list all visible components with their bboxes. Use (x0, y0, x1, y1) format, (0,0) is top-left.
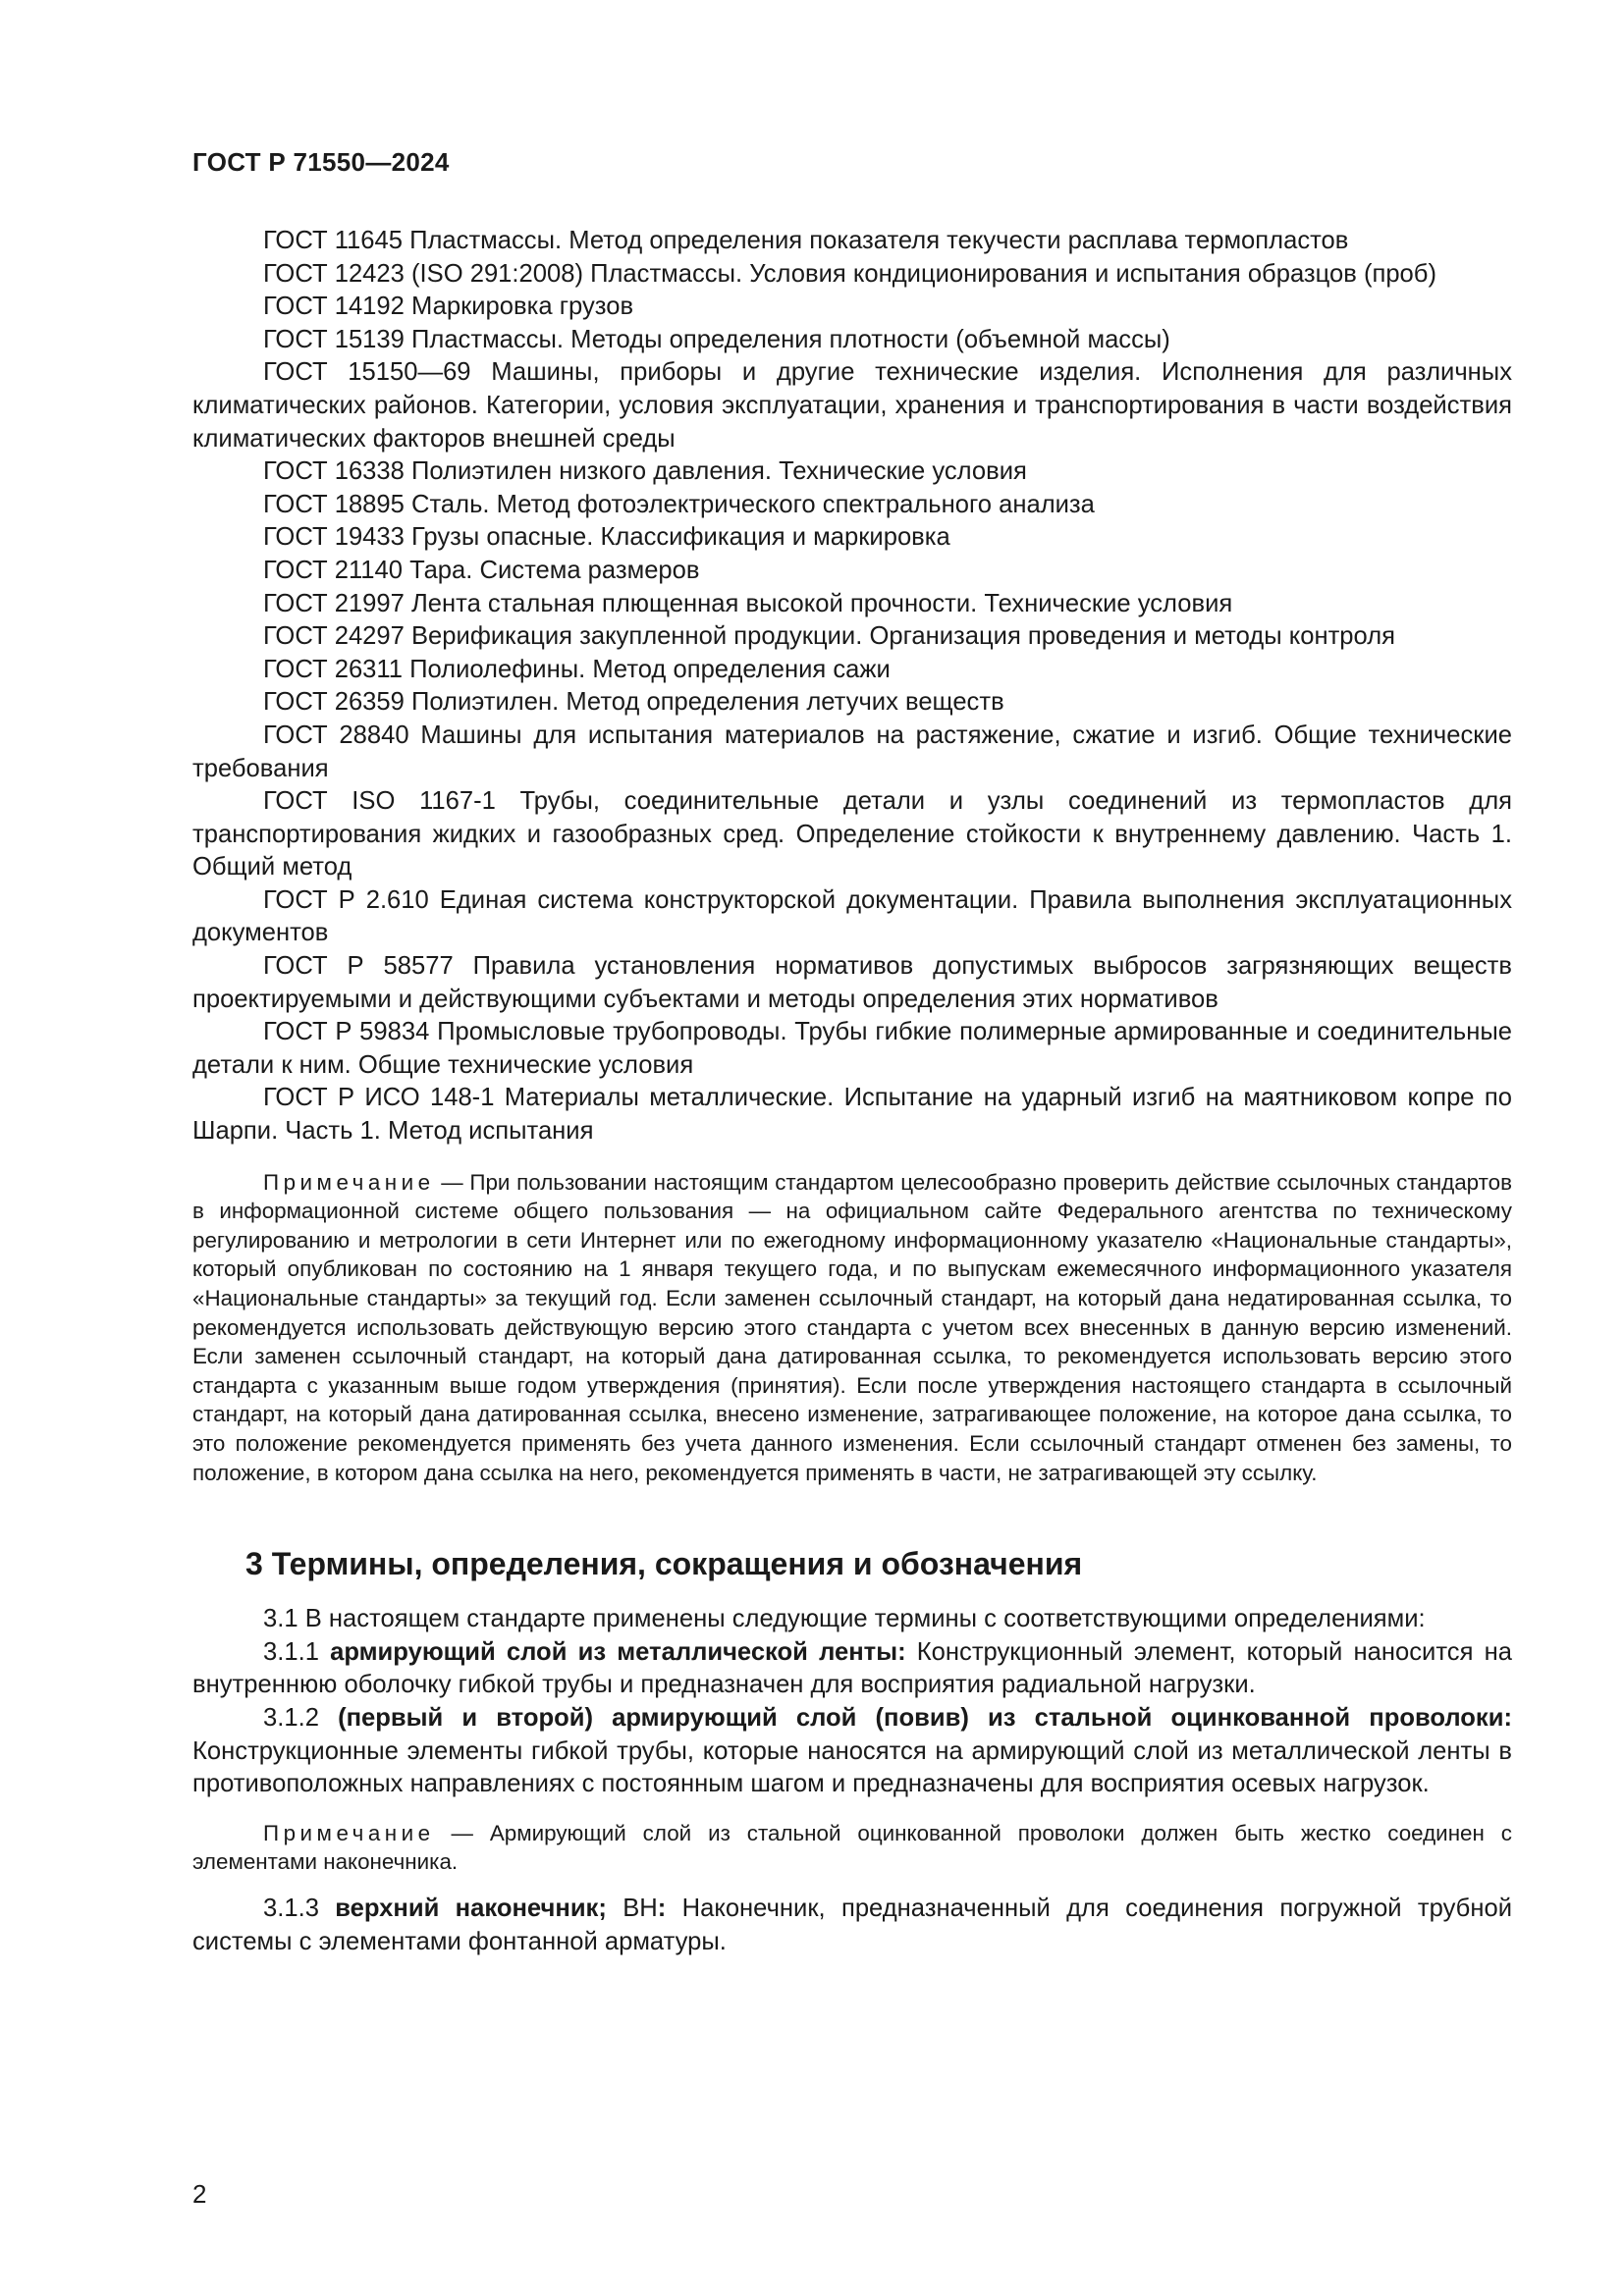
term-colon: : (657, 1894, 667, 1922)
page-number: 2 (192, 2179, 207, 2209)
note-label: Примечание (263, 1820, 435, 1845)
term-3-1-3 (192, 1893, 1512, 1958)
term-abbreviation: ВН (606, 1894, 658, 1922)
reference-item: ГОСТ 15150—69 Машины, приборы и другие технические изделия. Исполнения для различных климатических районов. Категории, условия эксплуатации, хранения и транспортирования в части воздействия климатических факторов внешней среды (192, 358, 1512, 453)
reference-item: ГОСТ Р 59834 Промысловые трубопроводы. Трубы гибкие полимерные армированные и соединительные детали к ним. Общие технические условия (192, 1018, 1512, 1079)
term-number: 3.1.2 (263, 1703, 339, 1732)
reference-item: ГОСТ 21997 Лента стальная плющенная высокой прочности. Технические условия (263, 589, 1233, 617)
reference-item: ГОСТ 26359 Полиэтилен. Метод определения летучих веществ (263, 688, 1004, 717)
reference-item: ГОСТ 24297 Верификация закупленной продукции. Организация проведения и методы контроля (263, 622, 1396, 651)
term-definition: Конструкционные элементы гибкой трубы, которые наносятся на армирующий слой из металлической ленты в противоположных направлениях с постоянным шагом и предназначены для восприятия осевых нагрузок. (192, 1736, 1512, 1798)
reference-item: ГОСТ 21140 Тара. Система размеров (263, 556, 700, 584)
term-definition: Наконечник, предназначенный для соединения погружной трубной системы с элементами фонтанной арматуры. (192, 1894, 1512, 1955)
note-label: Примечание (263, 1169, 435, 1195)
reference-item: ГОСТ ISO 1167-1 Трубы, соединительные детали и узлы соединений из термопластов для транспортирования жидких и газообразных сред. Определение стойкости к внутреннему давлению. Часть 1. Общий метод (192, 787, 1512, 881)
section-heading: 3 Термины, определения, сокращения и обозначения (245, 1546, 1083, 1582)
term-3-1-1 (192, 1636, 1512, 1702)
term-number: 3.1.1 (263, 1637, 331, 1666)
note-text: — При пользовании настоящим стандартом целесообразно проверить действие ссылочных стандартов в информационной системе общего пользования — на официальном сайте Федерального агентства по техническому регулированию и метрологии в сети Интернет или по ежегодному информационному указателю «Национальные стандарты», который опубликован по состоянию на 1 января текущего года, и по выпускам ежемесячного информационного указателя «Национальные стандарты» за текущий год. Если заменен ссылочный стандарт, на который дана недатированная ссылка, то рекомендуется использовать действующую версию этого стандарта с учетом всех внесенных в данную версию изменений. Если заменен ссылочный стандарт, на который дана датированная ссылка, то рекомендуется использовать версию этого стандарта с указанным выше годом утверждения (принятия). Если после утверждения настоящего стандарта в ссылочный стандарт, на который дана датированная ссылка, внесено изменение, затрагивающее положение, на которое дана ссылка, то это положение рекомендуется применять без учета данного изменения. Если ссылочный стандарт отменен без замены, то положение, в котором дана ссылка на него, рекомендуется применять в части, не затрагивающей эту ссылку. (192, 1169, 1512, 1485)
reference-item: ГОСТ 11645 Пластмассы. Метод определения показателя текучести расплава термопластов (263, 227, 1349, 254)
term-number: 3.1.3 (263, 1894, 336, 1922)
reference-item: ГОСТ 16338 Полиэтилен низкого давления. Технические условия (263, 457, 1027, 486)
term-note (192, 1819, 1512, 1877)
term-3-1-2 (192, 1702, 1512, 1801)
document-header: ГОСТ Р 71550—2024 (192, 147, 450, 177)
reference-item: ГОСТ 28840 Машины для испытания материалов на растяжение, сжатие и изгиб. Общие технические требования (192, 721, 1512, 782)
references-note (192, 1168, 1512, 1488)
reference-item: ГОСТ 12423 (ISO 291:2008) Пластмассы. Условия кондиционирования и испытания образцов (проб) (263, 259, 1436, 288)
term-name: армирующий слой из металлической ленты: (330, 1637, 906, 1666)
term-name: верхний наконечник; (335, 1894, 607, 1922)
normative-references-list (192, 225, 1512, 1148)
term-name: (первый и второй) армирующий слой (повив) из стальной оцинкованной проволоки: (338, 1703, 1512, 1732)
reference-item: ГОСТ 18895 Сталь. Метод фотоэлектрического спектрального анализа (263, 490, 1095, 518)
term-definition: Конструкционный элемент, который наносится на внутреннюю оболочку гибкой трубы и предназначен для восприятия радиальной нагрузки. (192, 1637, 1512, 1699)
reference-item: ГОСТ 26311 Полиолефины. Метод определения сажи (263, 655, 891, 683)
reference-item: ГОСТ Р ИСО 148-1 Материалы металлические. Испытание на ударный изгиб на маятниковом копре по Шарпи. Часть 1. Метод испытания (192, 1084, 1512, 1146)
reference-item: ГОСТ 14192 Маркировка грузов (263, 293, 634, 321)
note-text: — Армирующий слой из стальной оцинкованной проволоки должен быть жестко соединен с элементами наконечника. (192, 1820, 1512, 1875)
clause-3-1: 3.1 В настоящем стандарте применены следующие термины с соответствующими определениями: (263, 1605, 1426, 1633)
reference-item: ГОСТ 19433 Грузы опасные. Классификация и маркировка (263, 523, 950, 552)
reference-item: ГОСТ Р 2.610 Единая система конструкторской документации. Правила выполнения эксплуатационных документов (192, 885, 1512, 947)
reference-item: ГОСТ Р 58577 Правила установления нормативов допустимых выбросов загрязняющих веществ проектируемыми и действующими субъектами и методы определения этих нормативов (192, 952, 1512, 1013)
page-content (192, 225, 1512, 1958)
reference-item: ГОСТ 15139 Пластмассы. Методы определения плотности (объемной массы) (263, 325, 1170, 353)
